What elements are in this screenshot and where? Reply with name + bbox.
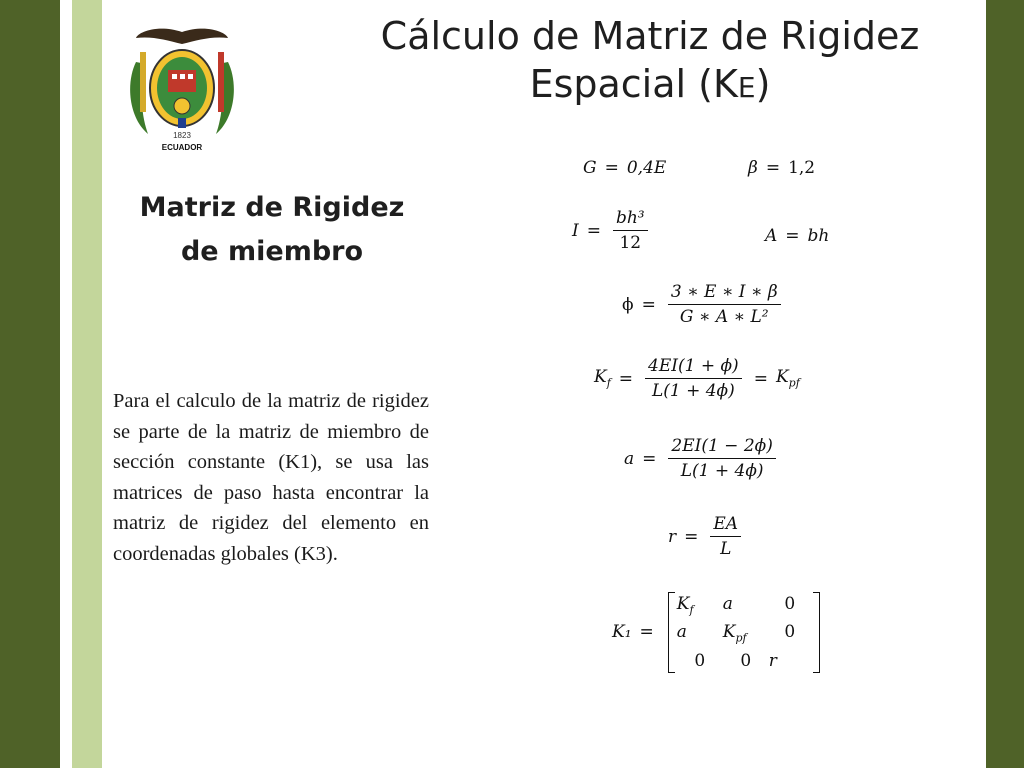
equation-beta: β = 1,2	[748, 158, 816, 178]
equation-i: I = $\frac{\text{bh³}}{12}$	[572, 208, 652, 253]
eq-i-fraction	[613, 208, 648, 253]
matrix-cells	[675, 592, 813, 673]
logo-year: 1823	[173, 131, 191, 140]
matrix-cell: a	[676, 622, 687, 643]
matrix-cell: r	[768, 650, 777, 671]
section-heading	[112, 186, 432, 274]
eq-kf-numerator: 4EI(1 + ϕ)	[645, 356, 742, 379]
eq-a-numerator: 2EI(1 − 2ϕ)	[668, 436, 775, 459]
title-line-2-subscript: E	[737, 71, 756, 104]
title-line-1: Cálculo de Matriz de Rigidez	[380, 14, 920, 58]
eq-a-fraction	[668, 436, 775, 481]
matrix-cell: 0	[784, 622, 796, 643]
title-line-2	[300, 60, 1000, 112]
right-dark-stripe	[986, 0, 1024, 768]
eq-a-lhs: a	[624, 448, 635, 469]
title-line-2-suffix: )	[755, 62, 771, 106]
eq-r-fraction	[710, 514, 741, 559]
eq-k1-lhs: K₁	[612, 622, 632, 643]
eq-kf-denominator: L(1 + 4ϕ)	[651, 381, 735, 401]
slide-title	[300, 12, 1000, 112]
ecuador-coat-of-arms-logo	[118, 22, 246, 154]
eq-beta-lhs: β	[748, 158, 758, 178]
eq-phi-fraction	[668, 282, 781, 327]
left-light-stripe	[72, 0, 102, 768]
matrix-cell: 0	[694, 650, 706, 671]
matrix-cell: 0	[784, 594, 796, 614]
matrix-right-bracket	[813, 592, 820, 673]
eq-phi-numerator: 3 ∗ E ∗ I ∗ β	[668, 282, 781, 305]
eq-r-numerator: EA	[710, 514, 741, 537]
matrix-left-bracket	[668, 592, 675, 673]
eq-g-rhs: 0,4E	[626, 158, 667, 178]
eq-r-denominator: L	[720, 539, 732, 559]
equation-g: G = 0,4E	[583, 158, 667, 178]
eq-g-lhs: G	[583, 158, 597, 178]
eq-kf-fraction	[645, 356, 742, 401]
eq-area-lhs: A	[765, 226, 778, 246]
equation-k1-matrix: K₁ = $K_f$ a 0 a $K_{pf}$ 0 0 0 r	[612, 592, 820, 673]
title-line-2-prefix: Espacial (K	[529, 62, 738, 106]
eq-i-denominator: 12	[619, 233, 642, 253]
equation-kf: $K_f$ = $\frac{4EI(1 + \phi)}{L(1 + 4\phi)}$ = $K_{pf}$	[594, 356, 800, 401]
eq-r-lhs: r	[668, 526, 677, 547]
eq-beta-rhs: 1,2	[788, 158, 816, 178]
eq-kf-lhs: $K_f$	[594, 367, 611, 390]
eq-area-rhs: bh	[807, 226, 830, 246]
matrix-cell: 0	[740, 650, 752, 671]
equation-a: a = $\frac{2EI(1 - 2\phi)}{L(1 + 4\phi)}$	[624, 436, 780, 481]
section-heading-line-1: Matriz de Rigidez	[139, 192, 405, 223]
eq-a-denominator: L(1 + 4ϕ)	[680, 461, 764, 481]
matrix-cell: $K_f$	[676, 594, 694, 617]
description-paragraph: Para el calculo de la matriz de rigidez se parte de la matriz de miembro de sección constante (K1), se usa las matrices de paso hasta encontrar la matriz de rigidez del elemento en coordenadas globales (K3).	[113, 390, 429, 565]
eq-i-lhs: I	[572, 220, 579, 241]
k1-matrix	[668, 592, 820, 673]
eq-phi-denominator: G ∗ A ∗ L²	[679, 307, 769, 327]
section-heading-line-2: de miembro	[180, 236, 364, 267]
left-dark-stripe	[0, 0, 60, 768]
eq-i-numerator: bh³	[613, 208, 648, 231]
matrix-cell: a	[722, 594, 733, 614]
logo-label: ECUADOR	[161, 143, 203, 152]
eq-phi-lhs: ϕ	[622, 294, 634, 315]
equation-phi: ϕ = $\frac{3 ∗ E ∗ I ∗ \beta}{\text{G ∗ A ∗ L²}}$	[622, 282, 785, 327]
equation-r: r = $\frac{EA}{L}$	[668, 514, 745, 559]
eq-kf-rhs: $K_{pf}$	[775, 367, 800, 390]
matrix-cell: $K_{pf}$	[722, 622, 747, 645]
equation-a-area: A = bh	[765, 226, 830, 246]
